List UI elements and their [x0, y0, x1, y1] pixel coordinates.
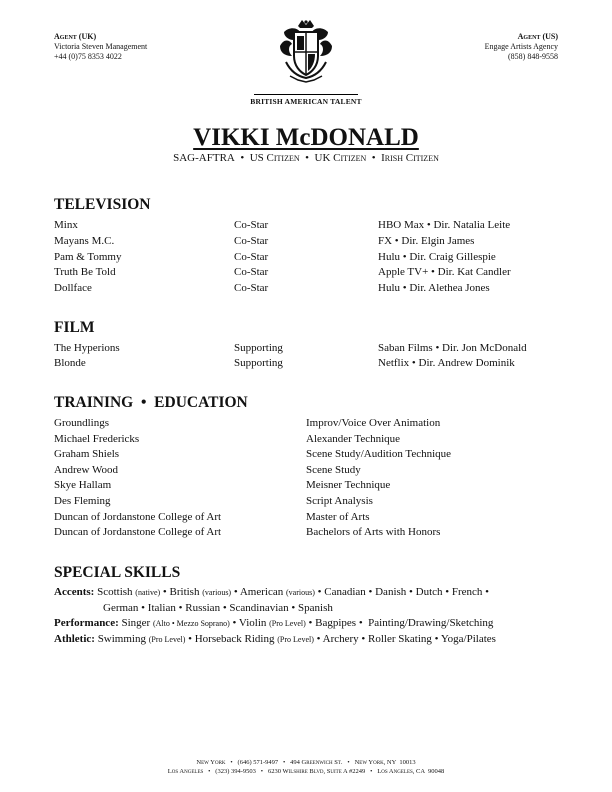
- credit-network: FX • Dir. Elgin James: [378, 235, 475, 247]
- credit-row: [54, 234, 574, 250]
- athletic-label: Athletic:: [54, 633, 95, 645]
- credit-role: Supporting: [234, 357, 283, 369]
- credit-title: Minx: [54, 219, 78, 231]
- performance-item: • Violin: [232, 617, 267, 629]
- training-subject: Scene Study: [306, 464, 361, 476]
- television-heading: TELEVISION: [54, 196, 151, 213]
- training-school: Duncan of Jordanstone College of Art: [54, 526, 222, 538]
- credit-title: Blonde: [54, 357, 86, 369]
- agent-us: [485, 32, 558, 62]
- credit-role: Supporting: [234, 342, 283, 354]
- accent-item: • American: [233, 586, 284, 598]
- agent-us-phone: (858) 848-9558: [508, 52, 558, 61]
- agent-us-label: Agent (US): [517, 32, 558, 41]
- training-school: Des Fleming: [54, 495, 111, 507]
- accent-item: • British: [162, 586, 200, 598]
- training-row: [54, 478, 574, 494]
- training-school: Michael Fredericks: [54, 433, 140, 445]
- actor-name-text: VIKKI McDONALD: [193, 124, 419, 151]
- credit-title: Pam & Tommy: [54, 251, 122, 263]
- footer-los-angeles: Los Angeles • (323) 394-9503 • 6230 Wilshire Blvd, Suite A #2249 • Los Angeles, CA 90048: [167, 768, 445, 775]
- training-school: Groundlings: [54, 417, 109, 429]
- performance-note: (Alto • Mezzo Soprano): [152, 619, 230, 628]
- athletic-item: • Archery • Roller Skating • Yoga/Pilates: [316, 633, 496, 645]
- athletic-item: • Horseback Riding: [188, 633, 275, 645]
- training-subject: Improv/Voice Over Animation: [306, 417, 441, 429]
- agent-uk-agency: Victoria Steven Management: [54, 42, 148, 51]
- credit-row: [54, 356, 574, 372]
- accent-note: (native): [135, 588, 161, 597]
- training-school: Graham Shiels: [54, 448, 120, 460]
- performance-label: Performance:: [54, 617, 119, 629]
- training-subject: Master of Arts: [306, 511, 370, 523]
- film-heading: FILM: [54, 319, 95, 336]
- performance-item: Singer: [121, 617, 151, 629]
- training-school: Andrew Wood: [54, 464, 118, 476]
- credit-role: Co-Star: [234, 282, 269, 294]
- skills-accents: [54, 585, 566, 616]
- agent-us-agency: Engage Artists Agency: [484, 42, 558, 51]
- skills-heading: SPECIAL SKILLS: [54, 564, 181, 581]
- training-row: [54, 494, 574, 510]
- training-school: Skye Hallam: [54, 479, 112, 491]
- performance-note: (Pro Level): [269, 619, 306, 628]
- training-subject: Bachelors of Arts with Honors: [306, 526, 441, 538]
- agent-uk-phone: +44 (0)75 8353 4022: [54, 52, 122, 61]
- athletic-item: Swimming: [97, 633, 146, 645]
- credit-network: Apple TV+ • Dir. Kat Candler: [378, 266, 511, 278]
- training-row: [54, 525, 574, 541]
- athletic-note: (Pro Level): [277, 635, 314, 644]
- skills-athletic: [54, 632, 566, 648]
- credit-title: Dollface: [54, 282, 92, 294]
- agent-uk: [54, 32, 147, 62]
- training-subject: Alexander Technique: [306, 433, 401, 445]
- accent-item: Scottish: [97, 586, 133, 598]
- credit-title: The Hyperions: [54, 342, 120, 354]
- skills-performance: [54, 616, 566, 632]
- agent-uk-label: Agent (UK): [54, 32, 97, 41]
- accents-line-2: German • Italian • Russian • Scandinavian • Spanish: [103, 601, 333, 614]
- accent-note: (various): [285, 588, 315, 597]
- credit-role: Co-Star: [234, 251, 269, 263]
- union: SAG-AFTRA: [173, 152, 235, 164]
- accents-line-1: [54, 585, 566, 601]
- performance-item: • Bagpipes • Painting/Drawing/Sketching: [308, 617, 494, 629]
- credit-row: [54, 218, 574, 234]
- accent-note: (various): [202, 588, 232, 597]
- citizenship-uk: UK Citizen: [314, 152, 367, 164]
- training-school: Duncan of Jordanstone College of Art: [54, 511, 222, 523]
- credit-network: Saban Films • Dir. Jon McDonald: [378, 342, 527, 354]
- credit-role: Co-Star: [234, 219, 269, 231]
- logo-divider: [254, 94, 358, 95]
- crest-logo-icon: [276, 18, 336, 84]
- accents-label: Accents:: [54, 586, 95, 598]
- citizenship-us: US Citizen: [249, 152, 300, 164]
- training-row: [54, 463, 574, 479]
- athletic-note: (Pro Level): [148, 635, 186, 644]
- training-subject: Scene Study/Audition Technique: [306, 448, 452, 460]
- footer-addresses: [0, 758, 612, 776]
- credit-row: [54, 265, 574, 281]
- credit-row: [54, 250, 574, 266]
- footer-new-york: New York • (646) 571-9497 • 494 Greenwich St. • New York, NY 10013: [196, 759, 416, 766]
- credit-network: Hulu • Dir. Craig Gillespie: [378, 251, 496, 263]
- training-row: [54, 510, 574, 526]
- training-row: [54, 416, 574, 432]
- logo-text: BRITISH AMERICAN TALENT: [250, 97, 362, 106]
- credit-role: Co-Star: [234, 235, 269, 247]
- accent-item: • Canadian • Danish • Dutch • French •: [317, 586, 490, 598]
- credit-network: Netflix • Dir. Andrew Dominik: [378, 357, 515, 369]
- credit-network: Hulu • Dir. Alethea Jones: [378, 282, 490, 294]
- training-row: [54, 432, 574, 448]
- credit-role: Co-Star: [234, 266, 269, 278]
- training-row: [54, 447, 574, 463]
- credit-row: [54, 281, 574, 297]
- credit-network: HBO Max • Dir. Natalia Leite: [378, 219, 511, 231]
- citizenship-line: SAG-AFTRA • US Citizen • UK Citizen • Irish Citizen: [173, 152, 439, 164]
- credit-title: Mayans M.C.: [54, 235, 115, 247]
- credit-title: Truth Be Told: [54, 266, 116, 278]
- actor-name: [0, 124, 612, 152]
- training-subject: Script Analysis: [306, 495, 373, 507]
- training-heading: TRAINING • EDUCATION: [54, 394, 248, 411]
- credit-row: [54, 341, 574, 357]
- citizenship-irish: Irish Citizen: [381, 152, 439, 164]
- training-subject: Meisner Technique: [306, 479, 391, 491]
